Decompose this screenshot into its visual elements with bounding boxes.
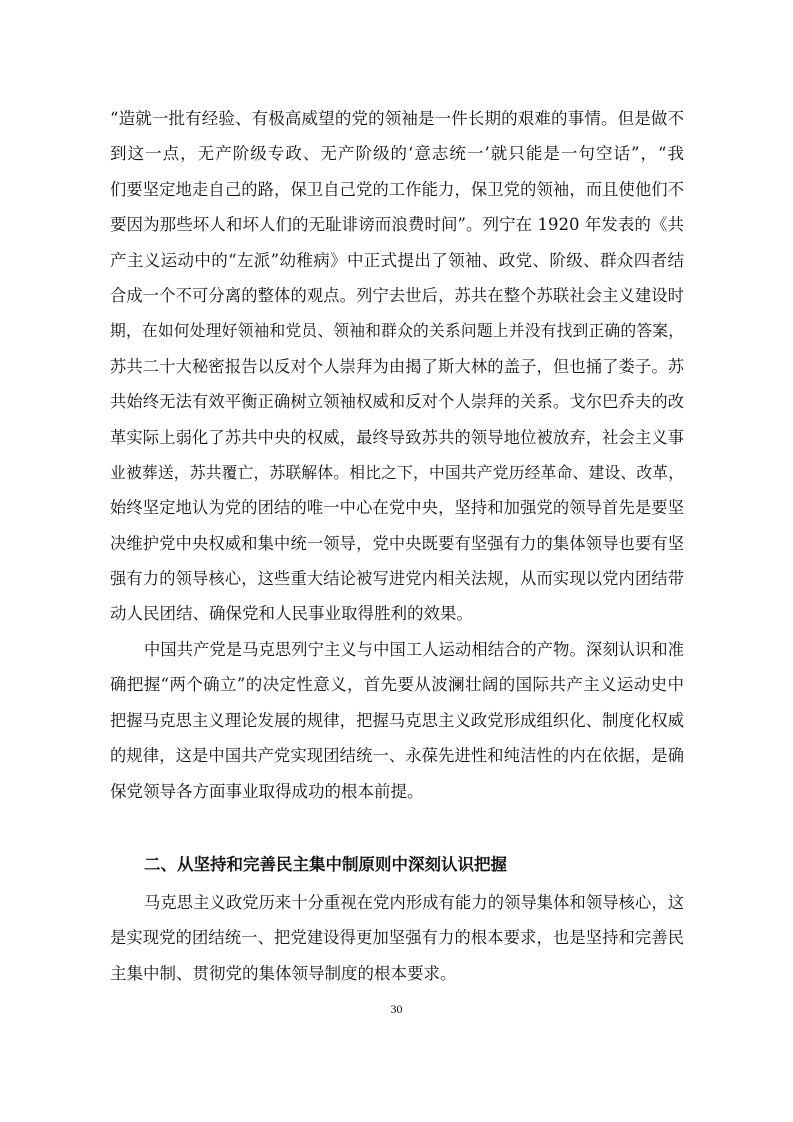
paragraph-line: 苏共二十大秘密报告以反对个人崇拜为由揭了斯大林的盖子，但也捅了娄子。苏 <box>110 356 684 376</box>
paragraph-3 <box>110 885 684 991</box>
paragraph-1 <box>110 101 684 632</box>
paragraph-line: “造就一批有经验、有极高威望的党的领袖是一件长期的艰难的事情。但是做不 <box>110 109 684 128</box>
paragraph-line: 动人民团结、确保党和人民事业取得胜利的效果。 <box>110 604 473 624</box>
paragraph-line: 共始终无法有效平衡正确树立领袖权威和反对个人崇拜的关系。戈尔巴乔夫的改 <box>110 392 684 412</box>
paragraph-2 <box>110 632 684 809</box>
paragraph-line: 是实现党的团结统一、把党建设得更加坚强有力的根本要求，也是坚持和完善民 <box>110 928 684 948</box>
paragraph-line: 把握马克思主义理论发展的规律，把握马克思主义政党形成组织化、制度化权威 <box>110 710 684 730</box>
paragraph-line: 产主义运动中的“左派”幼稚病》中正式提出了领袖、政党、阶级、群众四者结 <box>110 250 684 270</box>
paragraph-line: 中国共产党是马克思列宁主义与中国工人运动相结合的产物。深刻认识和准 <box>144 640 684 659</box>
paragraph-line: 始终坚定地认为党的团结的唯一中心在党中央，坚持和加强党的领导首先是要坚 <box>110 498 684 518</box>
paragraph-line: 业被葬送，苏共覆亡，苏联解体。相比之下，中国共产党历经革命、建设、改革， <box>110 462 684 482</box>
paragraph-line: 确把握“两个确立”的决定性意义，首先要从波澜壮阔的国际共产主义运动史中 <box>110 675 684 695</box>
paragraph-line: 的规律，这是中国共产党实现团结统一、永葆先进性和纯洁性的内在依据，是确 <box>110 746 684 766</box>
paragraph-line: 到这一点，无产阶级专政、无产阶级的‘意志统一’就只能是一句空话”，“我 <box>110 144 684 164</box>
paragraph-line: 期，在如何处理好领袖和党员、领袖和群众的关系问题上并没有找到正确的答案， <box>110 321 684 341</box>
paragraph-line: 革实际上弱化了苏共中央的权威，最终导致苏共的领导地位被放弃，社会主义事 <box>110 427 684 447</box>
paragraph-line: 保党领导各方面事业取得成功的根本前提。 <box>110 781 424 801</box>
paragraph-line: 决维护党中央权威和集中统一领导，党中央既要有坚强有力的集体领导也要有坚 <box>110 533 684 553</box>
paragraph-line: 强有力的领导核心，这些重大结论被写进党内相关法规，从而实现以党内团结带 <box>110 569 684 589</box>
paragraph-line: 马克思主义政党历来十分重视在党内形成有能力的领导集体和领导核心，这 <box>144 893 684 912</box>
paragraph-line: 要因为那些坏人和坏人们的无耻诽谤而浪费时间”。列宁在 1920 年发表的《共 <box>110 215 684 235</box>
page-number: 30 <box>390 1002 403 1016</box>
paragraph-line: 合成一个不可分离的整体的观点。列宁去世后，苏共在整个苏联社会主义建设时 <box>110 285 684 305</box>
section-heading: 二、从坚持和完善民主集中制原则中深刻认识把握 <box>144 855 507 874</box>
paragraph-line: 主集中制、贯彻党的集体领导制度的根本要求。 <box>110 963 457 983</box>
paragraph-line: 们要坚定地走自己的路，保卫自己党的工作能力，保卫党的领袖，而且使他们不 <box>110 179 684 199</box>
